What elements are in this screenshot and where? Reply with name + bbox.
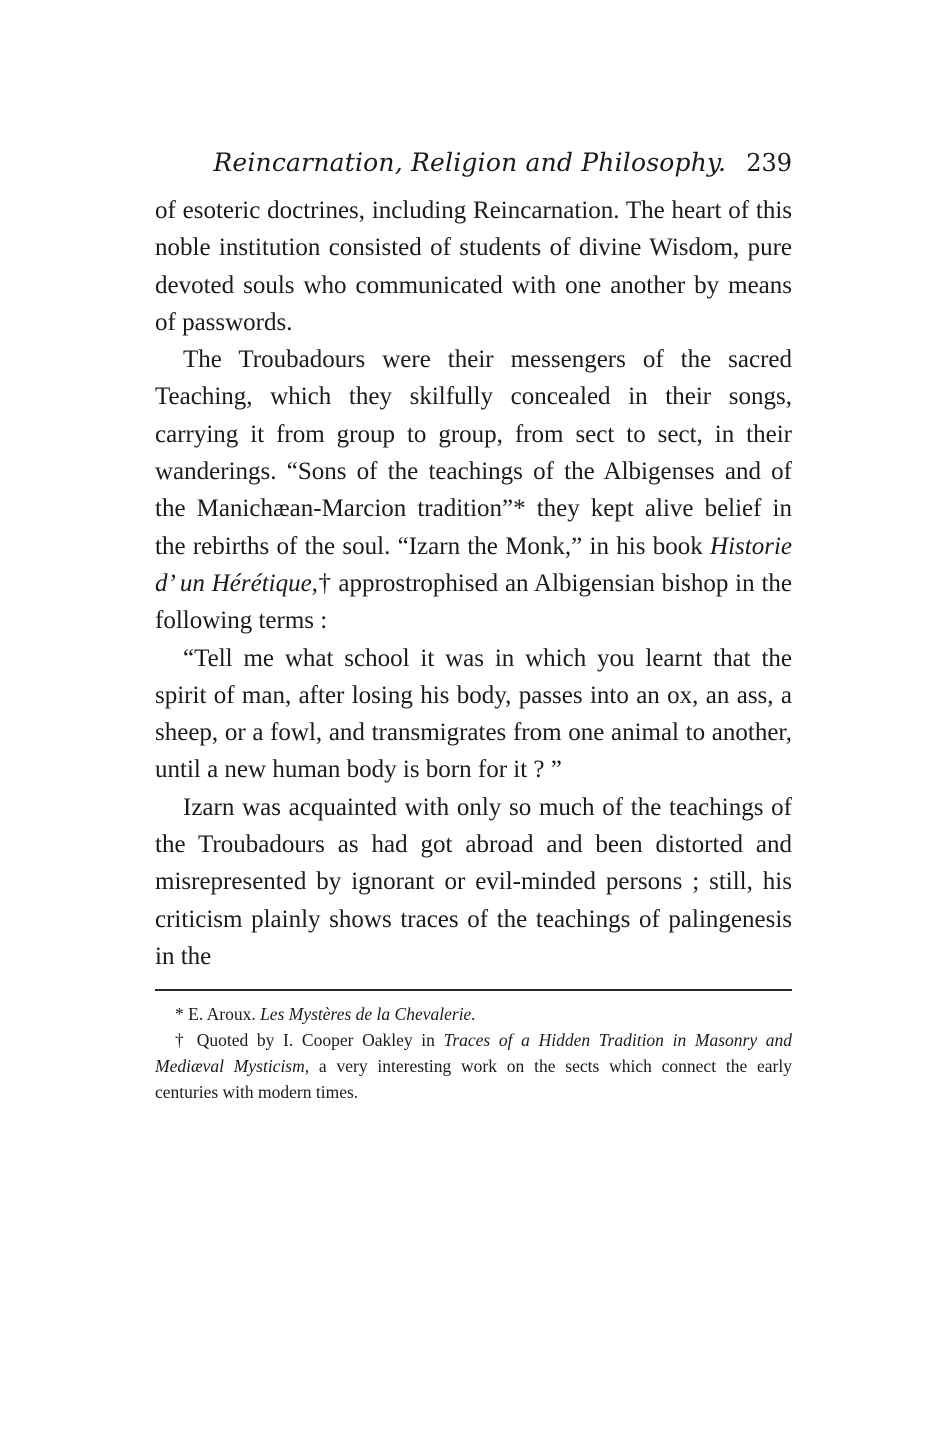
paragraph-4: Izarn was acquainted with only so much of the teachings of the Troubadours as had got abroad and been distorted and misrepresented by ignorant or evil-minded persons ; still, his criticism plainly shows traces of the teachings of palingenesis in the [155,793,792,970]
footnotes [155,1001,792,1105]
body-text [155,192,792,975]
footnote-2-title: Traces of a Hidden Tradition in Masonry and Mediæval Mysticism, [155,1030,792,1077]
running-head: Reincarnation, Religion and Philosophy. [213,148,727,177]
paragraph-2 [155,341,792,639]
footnote-1-text: * E. Aroux. [175,1004,261,1025]
footnote-2 [155,1027,792,1105]
footnote-1 [155,1001,792,1027]
footnote-2-text-a: † Quoted by I. Cooper Oakley in [175,1030,444,1051]
book-page [155,148,792,1105]
paragraph-2-text-b: † approstrophised an Albigensian bishop in the following terms : [155,569,792,635]
footnote-2-text-b: a very interesting work on the sects which connect the early centuries with modern times. [155,1056,792,1103]
page-number: 239 [746,149,792,177]
page-header [175,148,792,192]
footnote-divider [155,989,792,991]
footnote-1-title: Les Mystères de la Chevalerie. [260,1004,476,1025]
paragraph-1: of esoteric doctrines, including Reincarnation. The heart of this noble institution consisted of students of divine Wisdom, pure devoted souls who communicated with one another by means of passwords. [155,197,792,336]
paragraph-2-text-a: The Troubadours were their messengers of the sacred Teaching, which they skilfully concealed in their songs, carrying it from group to group, from sect to sect, in their wanderings. “Sons of the teachings of the Albigenses and of the Manichæan-Marcion tradition”* they kept alive belief in the rebirths of the soul. “Izarn the Monk,” in his book [155,346,792,560]
quotation-paragraph: “Tell me what school it was in which you learnt that the spirit of man, after losing his body, passes into an ox, an ass, a sheep, or a fowl, and transmigrates from one animal to another, until a new human body is born for it ? ” [155,644,792,784]
book-title-historie: Historie d’ un Hérétique, [155,532,792,597]
